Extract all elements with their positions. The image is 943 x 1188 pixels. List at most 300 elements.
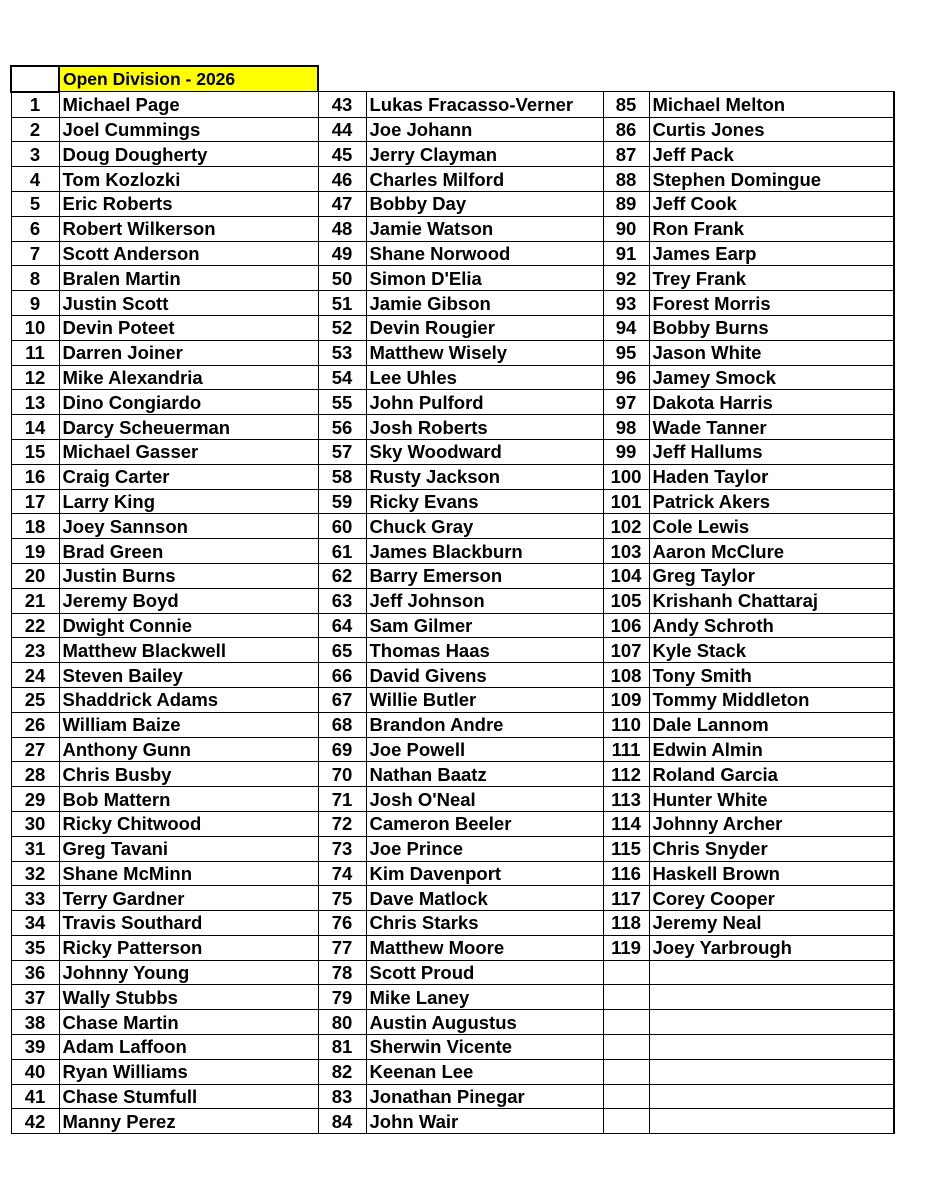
entry-name: Aaron McClure [649,539,894,564]
entry-name: Jeff Johnson [366,588,603,613]
entry-name [649,1035,894,1060]
table-row [11,340,894,365]
entry-name: Justin Scott [59,291,318,316]
entry-number: 53 [318,340,366,365]
entry-name: Jamie Watson [366,216,603,241]
entry-number: 112 [603,762,649,787]
entry-name: Lee Uhles [366,365,603,390]
entry-number: 70 [318,762,366,787]
entry-number: 76 [318,911,366,936]
table-row [11,960,894,985]
entry-name: Jerry Clayman [366,142,603,167]
entry-number: 33 [11,886,59,911]
entry-number: 36 [11,960,59,985]
entry-name: Shane McMinn [59,861,318,886]
entry-number: 104 [603,563,649,588]
entry-name: Manny Perez [59,1109,318,1134]
entry-name: Dino Congiardo [59,390,318,415]
header-corner-cell [11,66,59,92]
entry-name: Jeff Pack [649,142,894,167]
entry-number: 23 [11,638,59,663]
entry-name: Brad Green [59,539,318,564]
entry-number: 100 [603,464,649,489]
entry-name: Travis Southard [59,911,318,936]
entry-name: Robert Wilkerson [59,216,318,241]
entry-name: Curtis Jones [649,117,894,142]
entry-name: Joey Sannson [59,514,318,539]
entry-name: Chris Snyder [649,836,894,861]
entry-name: Michael Melton [649,92,894,117]
entry-number: 86 [603,117,649,142]
entry-name: Doug Dougherty [59,142,318,167]
entry-number: 64 [318,613,366,638]
table-row [11,266,894,291]
entry-name [649,985,894,1010]
entry-name: Haskell Brown [649,861,894,886]
entry-number [603,960,649,985]
entry-number: 78 [318,960,366,985]
entry-name: Sherwin Vicente [366,1035,603,1060]
entry-number: 97 [603,390,649,415]
entry-number: 105 [603,588,649,613]
entry-number: 38 [11,1010,59,1035]
entry-number [603,1084,649,1109]
table-row [11,886,894,911]
table-row [11,1109,894,1134]
division-title: Open Division - 2026 [59,66,318,92]
entry-name: Rusty Jackson [366,464,603,489]
entry-name: Shane Norwood [366,241,603,266]
table-row [11,167,894,192]
entry-number: 80 [318,1010,366,1035]
entry-number: 90 [603,216,649,241]
entry-name: Michael Page [59,92,318,117]
entry-name: Cole Lewis [649,514,894,539]
table-row [11,514,894,539]
entry-name: Scott Anderson [59,241,318,266]
entry-number: 17 [11,489,59,514]
entry-number: 93 [603,291,649,316]
entry-name: Dakota Harris [649,390,894,415]
table-row [11,563,894,588]
table-row [11,935,894,960]
entry-name: Kyle Stack [649,638,894,663]
entry-name [649,1010,894,1035]
entry-number: 96 [603,365,649,390]
table-row [11,117,894,142]
entry-number: 50 [318,266,366,291]
entry-name: Trey Frank [649,266,894,291]
entry-name: Tony Smith [649,663,894,688]
entry-name: Stephen Domingue [649,167,894,192]
entry-name: Chase Stumfull [59,1084,318,1109]
entry-number: 94 [603,315,649,340]
entry-number [603,985,649,1010]
entry-name: Darcy Scheuerman [59,415,318,440]
table-row [11,539,894,564]
entry-number: 82 [318,1059,366,1084]
entry-name: Steven Bailey [59,663,318,688]
entry-number: 60 [318,514,366,539]
entry-number: 66 [318,663,366,688]
entry-number: 98 [603,415,649,440]
entry-number: 48 [318,216,366,241]
entry-name: Austin Augustus [366,1010,603,1035]
entry-name: John Wair [366,1109,603,1134]
entry-number: 1 [11,92,59,117]
table-row [11,390,894,415]
entry-name: James Blackburn [366,539,603,564]
entry-number: 79 [318,985,366,1010]
entry-number: 119 [603,935,649,960]
entry-number: 5 [11,191,59,216]
entry-number: 89 [603,191,649,216]
table-row [11,1010,894,1035]
entry-number: 65 [318,638,366,663]
entry-number: 71 [318,787,366,812]
entry-number: 77 [318,935,366,960]
entry-name: Terry Gardner [59,886,318,911]
entry-number: 3 [11,142,59,167]
entry-name: Scott Proud [366,960,603,985]
entry-number: 68 [318,712,366,737]
entry-name: Chuck Gray [366,514,603,539]
entry-number: 95 [603,340,649,365]
entry-name: Dale Lannom [649,712,894,737]
entry-number: 4 [11,167,59,192]
entry-name: Joe Prince [366,836,603,861]
entry-name: Corey Cooper [649,886,894,911]
entry-name [649,1084,894,1109]
table-row [11,365,894,390]
table-row [11,1059,894,1084]
table-row [11,464,894,489]
entry-name: Chase Martin [59,1010,318,1035]
entry-number: 69 [318,737,366,762]
entry-name: Matthew Wisely [366,340,603,365]
entry-number: 101 [603,489,649,514]
entry-number: 51 [318,291,366,316]
entry-number: 55 [318,390,366,415]
entry-number [603,1010,649,1035]
entry-name: Dwight Connie [59,613,318,638]
entry-name: John Pulford [366,390,603,415]
entry-number: 113 [603,787,649,812]
entry-number [603,1059,649,1084]
entry-number: 12 [11,365,59,390]
entry-name: Joe Powell [366,737,603,762]
entry-name: Michael Gasser [59,439,318,464]
entry-name: Greg Taylor [649,563,894,588]
table-row [11,985,894,1010]
entry-name [649,1109,894,1134]
entry-number: 15 [11,439,59,464]
entry-name: Josh O'Neal [366,787,603,812]
table-row [11,1084,894,1109]
entry-number: 45 [318,142,366,167]
entry-number: 117 [603,886,649,911]
entry-number: 35 [11,935,59,960]
entry-name: Forest Morris [649,291,894,316]
entry-name: Tom Kozlozki [59,167,318,192]
entry-number: 25 [11,687,59,712]
entry-number: 19 [11,539,59,564]
entry-name: Wally Stubbs [59,985,318,1010]
entry-number: 24 [11,663,59,688]
entry-name: Bobby Burns [649,315,894,340]
entry-number: 26 [11,712,59,737]
entry-name: Devin Rougier [366,315,603,340]
table-row [11,1035,894,1060]
entry-number: 118 [603,911,649,936]
table-row [11,142,894,167]
entry-name: Thomas Haas [366,638,603,663]
entry-number: 73 [318,836,366,861]
entry-number: 103 [603,539,649,564]
entry-name: Sky Woodward [366,439,603,464]
entry-number: 116 [603,861,649,886]
entry-name: Matthew Moore [366,935,603,960]
entry-number: 37 [11,985,59,1010]
table-row [11,315,894,340]
entry-number: 56 [318,415,366,440]
entry-number: 72 [318,811,366,836]
entry-number: 47 [318,191,366,216]
entry-name [649,1059,894,1084]
entry-number: 14 [11,415,59,440]
entry-number: 20 [11,563,59,588]
entry-number: 9 [11,291,59,316]
entry-name: Andy Schroth [649,613,894,638]
entry-name: Devin Poteet [59,315,318,340]
entry-name: Josh Roberts [366,415,603,440]
entry-number: 54 [318,365,366,390]
entry-name: Bob Mattern [59,787,318,812]
entry-name: Mike Alexandria [59,365,318,390]
entry-number: 67 [318,687,366,712]
entry-name: Joel Cummings [59,117,318,142]
entry-name: Jamie Gibson [366,291,603,316]
entry-name: Matthew Blackwell [59,638,318,663]
entry-number: 18 [11,514,59,539]
entry-number: 10 [11,315,59,340]
entry-number: 44 [318,117,366,142]
table-row [11,291,894,316]
entry-number: 2 [11,117,59,142]
entry-name: Jeff Cook [649,191,894,216]
entry-number: 88 [603,167,649,192]
entry-name: Chris Starks [366,911,603,936]
entry-name: Adam Laffoon [59,1035,318,1060]
entry-number: 81 [318,1035,366,1060]
entry-number: 6 [11,216,59,241]
table-row [11,712,894,737]
entry-name: Ron Frank [649,216,894,241]
entry-number: 74 [318,861,366,886]
entry-number: 11 [11,340,59,365]
entry-number: 58 [318,464,366,489]
entry-number: 42 [11,1109,59,1134]
entry-name: Greg Tavani [59,836,318,861]
header-row [11,66,894,92]
entry-number: 107 [603,638,649,663]
entry-name: Dave Matlock [366,886,603,911]
entry-name: Nathan Baatz [366,762,603,787]
entry-name: Keenan Lee [366,1059,603,1084]
entry-name: Cameron Beeler [366,811,603,836]
entry-number: 84 [318,1109,366,1134]
table-row [11,588,894,613]
entry-name: Jonathan Pinegar [366,1084,603,1109]
entry-number: 91 [603,241,649,266]
entry-number: 34 [11,911,59,936]
entry-name: Joe Johann [366,117,603,142]
entry-name: Jamey Smock [649,365,894,390]
entry-number: 32 [11,861,59,886]
table-row [11,911,894,936]
entry-name: Ricky Chitwood [59,811,318,836]
table-row [11,737,894,762]
entry-number: 29 [11,787,59,812]
roster-sheet [10,65,895,1134]
entry-name: Eric Roberts [59,191,318,216]
entry-name: James Earp [649,241,894,266]
entry-name: Charles Milford [366,167,603,192]
entry-number: 92 [603,266,649,291]
table-row [11,663,894,688]
table-row [11,787,894,812]
entry-name: Edwin Almin [649,737,894,762]
entry-number: 28 [11,762,59,787]
entry-number: 63 [318,588,366,613]
entry-number: 27 [11,737,59,762]
entry-number: 85 [603,92,649,117]
entry-number: 62 [318,563,366,588]
entry-number: 108 [603,663,649,688]
entry-name: Barry Emerson [366,563,603,588]
table-row [11,489,894,514]
entry-name: Anthony Gunn [59,737,318,762]
entry-name: Willie Butler [366,687,603,712]
entry-number: 115 [603,836,649,861]
entry-name: Justin Burns [59,563,318,588]
entry-number: 7 [11,241,59,266]
table-row [11,216,894,241]
table-row [11,638,894,663]
entry-name: William Baize [59,712,318,737]
entry-name: Brandon Andre [366,712,603,737]
entry-name: Ryan Williams [59,1059,318,1084]
entry-name: Jason White [649,340,894,365]
entry-number: 75 [318,886,366,911]
entry-name: Joey Yarbrough [649,935,894,960]
entry-name: Kim Davenport [366,861,603,886]
entry-name: Lukas Fracasso-Verner [366,92,603,117]
entry-number: 110 [603,712,649,737]
table-row [11,415,894,440]
entry-number: 21 [11,588,59,613]
entry-name: Haden Taylor [649,464,894,489]
entry-number: 111 [603,737,649,762]
entry-number [603,1035,649,1060]
entry-number: 83 [318,1084,366,1109]
entry-name [649,960,894,985]
table-row [11,613,894,638]
table-row [11,811,894,836]
table-row [11,241,894,266]
entry-name: Jeff Hallums [649,439,894,464]
table-row [11,92,894,117]
entry-name: Wade Tanner [649,415,894,440]
entry-number: 57 [318,439,366,464]
entry-name: Simon D'Elia [366,266,603,291]
entry-name: Sam Gilmer [366,613,603,638]
roster-table [10,65,895,1134]
entry-name: Ricky Evans [366,489,603,514]
table-row [11,836,894,861]
entry-number: 114 [603,811,649,836]
entry-name: Darren Joiner [59,340,318,365]
entry-name: Ricky Patterson [59,935,318,960]
entry-number: 59 [318,489,366,514]
entry-number: 49 [318,241,366,266]
entry-number: 31 [11,836,59,861]
entry-name: Johnny Young [59,960,318,985]
entry-number: 61 [318,539,366,564]
entry-number: 87 [603,142,649,167]
entry-name: Roland Garcia [649,762,894,787]
entry-name: Larry King [59,489,318,514]
entry-number: 13 [11,390,59,415]
entry-number [603,1109,649,1134]
entry-name: Jeremy Neal [649,911,894,936]
entry-name: Jeremy Boyd [59,588,318,613]
entry-number: 46 [318,167,366,192]
entry-number: 109 [603,687,649,712]
entry-name: Tommy Middleton [649,687,894,712]
header-blank [318,66,894,92]
entry-number: 40 [11,1059,59,1084]
entry-name: Chris Busby [59,762,318,787]
entry-number: 39 [11,1035,59,1060]
entry-name: Krishanh Chattaraj [649,588,894,613]
entry-name: Shaddrick Adams [59,687,318,712]
entry-name: Craig Carter [59,464,318,489]
entry-number: 22 [11,613,59,638]
table-row [11,861,894,886]
entry-name: Patrick Akers [649,489,894,514]
entry-name: Mike Laney [366,985,603,1010]
entry-number: 106 [603,613,649,638]
entry-name: David Givens [366,663,603,688]
entry-number: 30 [11,811,59,836]
entry-number: 52 [318,315,366,340]
entry-number: 41 [11,1084,59,1109]
entry-number: 99 [603,439,649,464]
table-row [11,762,894,787]
entry-number: 102 [603,514,649,539]
entry-number: 43 [318,92,366,117]
table-row [11,439,894,464]
table-row [11,687,894,712]
table-row [11,191,894,216]
entry-name: Bobby Day [366,191,603,216]
entry-name: Bralen Martin [59,266,318,291]
entry-number: 16 [11,464,59,489]
entry-name: Hunter White [649,787,894,812]
entry-name: Johnny Archer [649,811,894,836]
entry-number: 8 [11,266,59,291]
